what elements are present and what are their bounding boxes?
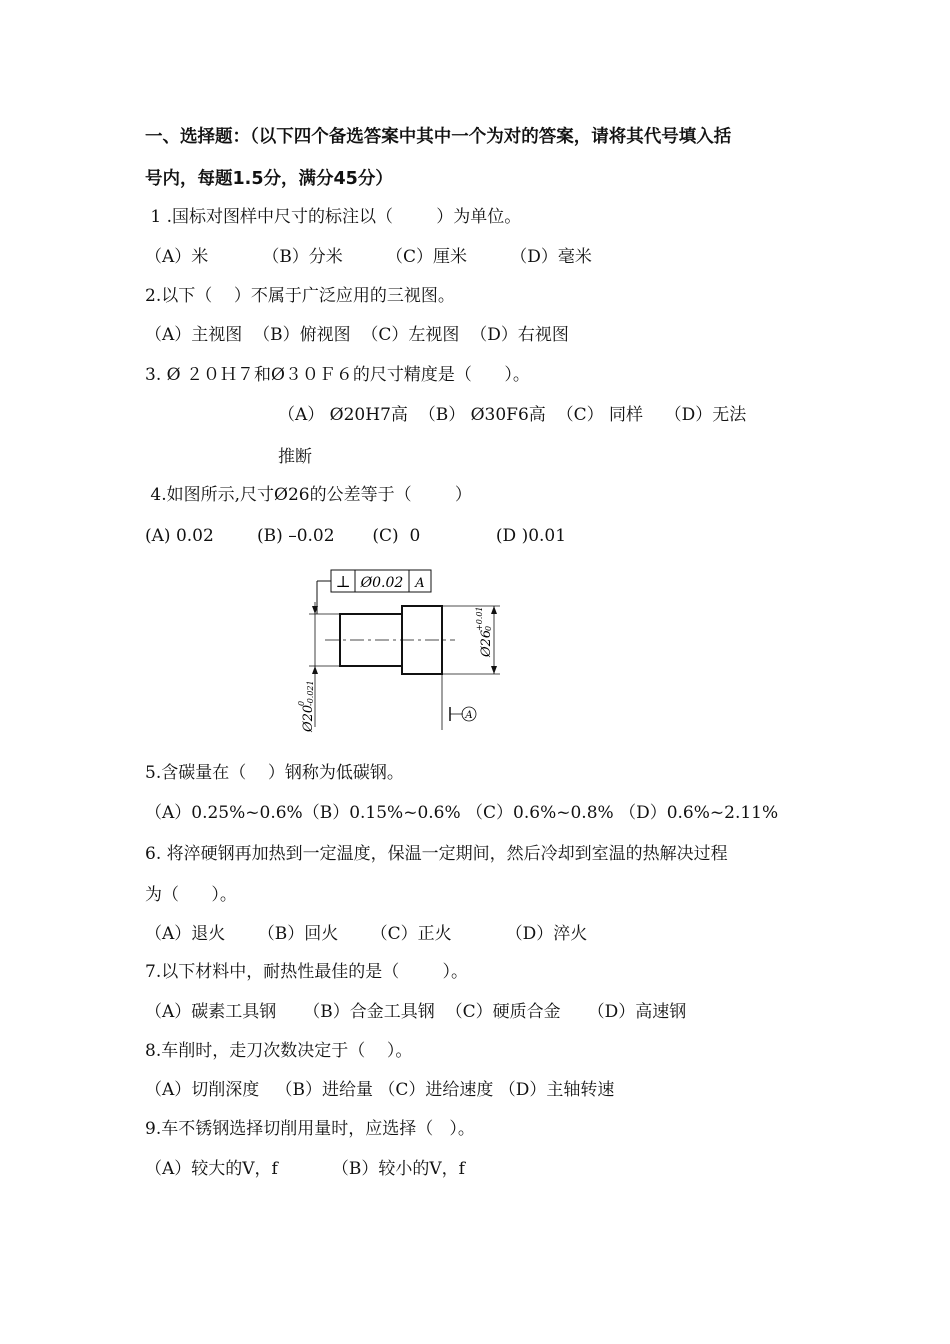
question-5-options: （A）0.25%~0.6%（B）0.15%~0.6% （C）0.6%~0.8% （D）0.6%~2.11% — [145, 803, 779, 823]
question-7-stem: 7.以下材料中，耐热性最佳的是（ ）。 — [145, 962, 468, 982]
question-2-options: （A）主视图 （B）俯视图 （C）左视图 （D）右视图 — [145, 325, 569, 345]
question-6-stem-cont: 为（ ）。 — [145, 885, 237, 905]
shaft-drawing — [295, 562, 515, 740]
question-6-stem: 6. 将淬硬钢再加热到一定温度，保温一定期间，然后冷却到室温的热解决过程 — [145, 844, 728, 864]
question-4-options: (A) 0.02 (B) –0.02 (C) 0 (D )0.01 — [145, 526, 567, 546]
question-9-options: （A）较大的V，f （B）较小的V，f — [145, 1159, 465, 1179]
question-9-stem: 9.车不锈钢选择切削用量时，应选择（ ）。 — [145, 1119, 475, 1139]
question-3-options-cont: 推断 — [278, 447, 312, 467]
fcf-datum: A — [415, 576, 425, 591]
dim-small-tol-upper: 0 — [297, 700, 306, 706]
dim-small-label: Ø20 — [301, 704, 316, 732]
dim-small-tol-lower: -0.021 — [306, 680, 315, 706]
dim-large-label: Ø26 — [479, 629, 494, 657]
perpendicularity-symbol: ⊥ — [335, 572, 351, 591]
question-8-options: （A）切削深度 （B）进给量 （C）进给速度 （D）主轴转速 — [145, 1080, 615, 1100]
datum-label: A — [465, 710, 473, 721]
question-1-stem: 1 .国标对图样中尺寸的标注以（ ）为单位。 — [145, 207, 522, 227]
question-8-stem: 8.车削时，走刀次数决定于（ ）。 — [145, 1041, 413, 1061]
heading-line-1: 一、选择题：（以下四个备选答案中其中一个为对的答案，请将其代号填入括 — [145, 127, 732, 147]
dim-large-tol-upper: +0.01 — [475, 606, 484, 631]
heading-line-2: 号内，每题1.5分，满分45分） — [145, 169, 393, 189]
question-3-options: （A） Ø20H7高 （B） Ø30F6高 （C） 同样 （D）无法 — [278, 405, 747, 425]
question-3-stem: 3. Ø ２０Ｈ７和Ø３０Ｆ６的尺寸精度是（ ）。 — [145, 365, 530, 385]
question-6-options: （A）退火 （B）回火 （C）正火 （D）淬火 — [145, 924, 588, 944]
question-2-stem: 2.以下（ ）不属于广泛应用的三视图。 — [145, 286, 455, 306]
fcf-tolerance: Ø0.02 — [360, 575, 404, 591]
question-1-options: （A）米 （B）分米 （C）厘米 （D）毫米 — [145, 247, 592, 267]
question-7-options: （A）碳素工具钢 （B）合金工具钢 （C）硬质合金 （D）高速钢 — [145, 1002, 687, 1022]
question-5-stem: 5.含碳量在（ ）钢称为低碳钢。 — [145, 763, 404, 783]
question-4-stem: 4.如图所示,尺寸Ø26的公差等于（ ） — [145, 485, 472, 505]
dim-large-tol-lower: 0 — [484, 625, 493, 631]
